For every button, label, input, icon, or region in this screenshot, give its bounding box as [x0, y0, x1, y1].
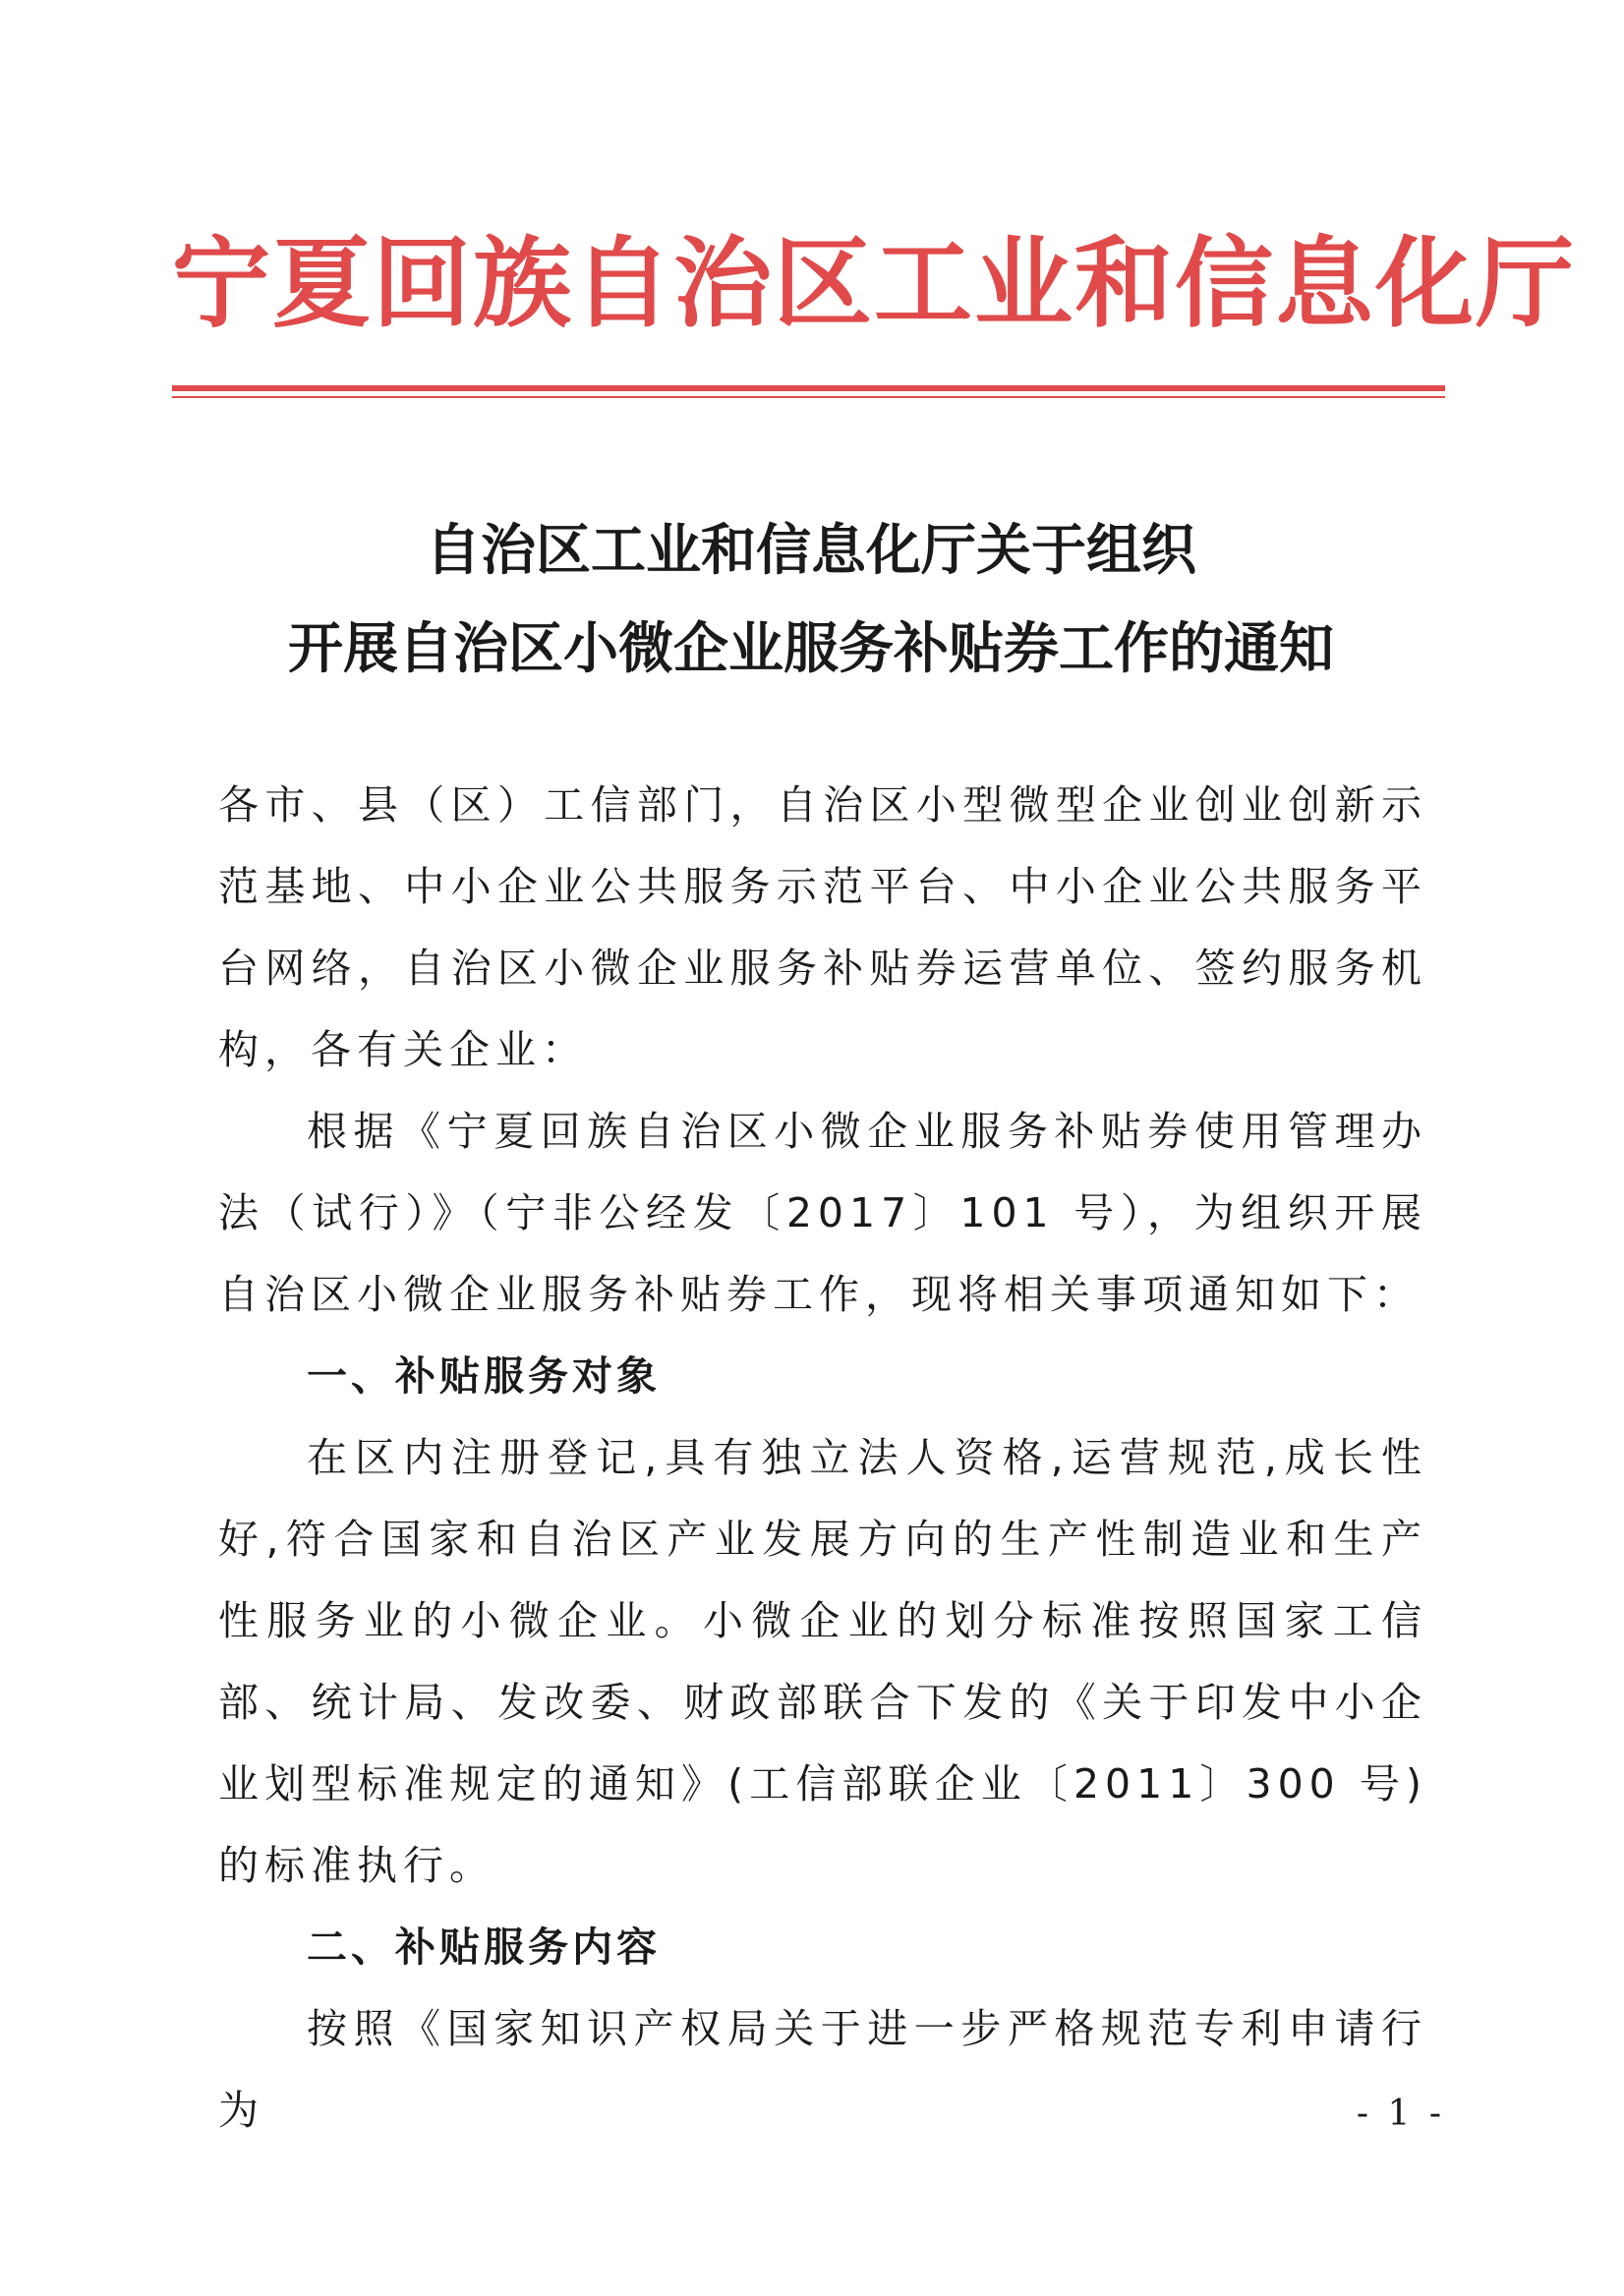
- issuing-authority-header: 宁夏回族自治区工业和信息化厅: [172, 225, 1576, 341]
- section-2-paragraph: 按照《国家知识产权局关于进一步严格规范专利申请行为: [218, 2005, 1427, 2134]
- intro-paragraph: 根据《宁夏回族自治区小微企业服务补贴券使用管理办法（试行）》（宁非公经发〔2017〕101 号），为组织开展自治区小微企业服务补贴券工作，现将相关事项通知如下：: [218, 1108, 1427, 1318]
- addressee-paragraph: 各市、县（区）工信部门，自治区小型微型企业创业创新示范基地、中小企业公共服务示范平台、中小企业公共服务平台网络，自治区小微企业服务补贴券运营单位、签约服务机构，各有关企业：: [218, 781, 1427, 1073]
- page-number: - 1 -: [1356, 2094, 1445, 2134]
- document-title: [167, 501, 1455, 698]
- document-title-line1: 自治区工业和信息化厅关于组织: [426, 518, 1196, 583]
- section-heading-1: 一、补贴服务对象: [307, 1352, 661, 1400]
- header-red-rule-thin: [172, 396, 1445, 398]
- section-1-paragraph: 在区内注册登记,具有独立法人资格,运营规范,成长性好,符合国家和自治区产业发展方向的生产性制造业和生产性服务业的小微企业。小微企业的划分标准按照国家工信部、统计局、发改委、财政部联合下发的《关于印发中小企业划型标准规定的通知》(工信部联企业〔2011〕300 号)的标准执行。: [218, 1434, 1427, 1889]
- header-red-rule-thick: [172, 385, 1445, 391]
- document-body: [218, 765, 1427, 2152]
- section-heading-2: 二、补贴服务内容: [307, 1923, 661, 1971]
- document-title-line2: 开展自治区小微企业服务补贴券工作的通知: [288, 616, 1334, 681]
